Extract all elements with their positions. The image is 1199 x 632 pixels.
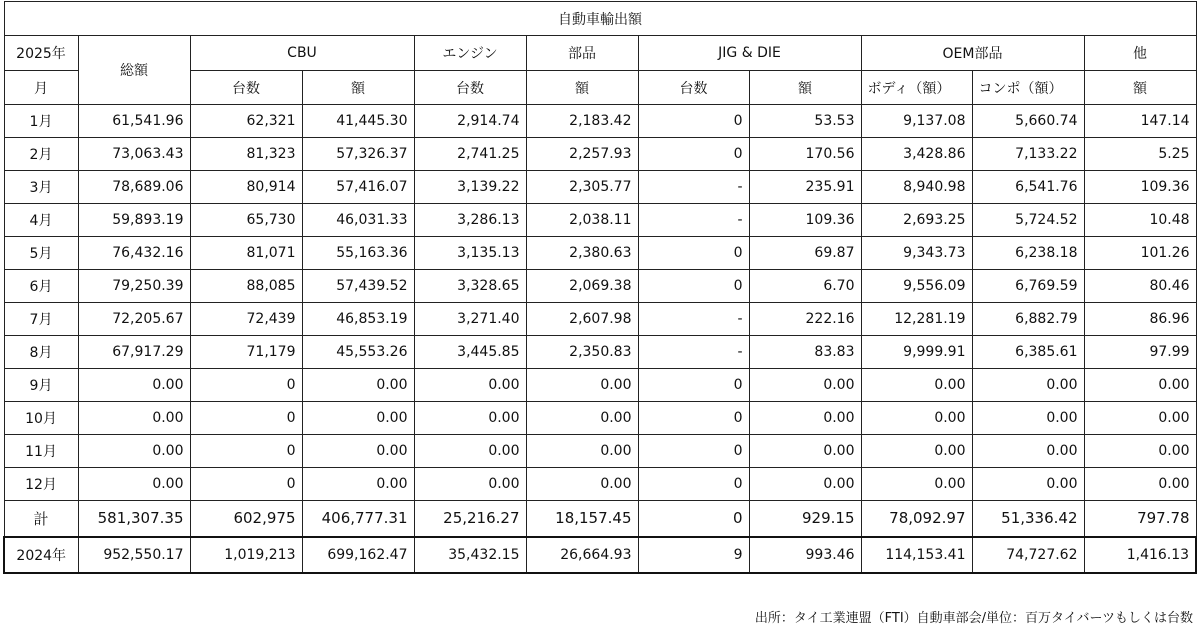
total-cell: 78,092.97: [861, 501, 972, 537]
value-cell: 0.00: [972, 468, 1084, 501]
value-cell: 3,328.65: [414, 270, 526, 303]
value-cell: 0.00: [302, 369, 414, 402]
value-cell: 235.91: [749, 171, 861, 204]
value-cell: 0.00: [526, 369, 638, 402]
value-cell: 0: [190, 468, 302, 501]
value-cell: 62,321: [190, 105, 302, 138]
month-cell: 4月: [4, 204, 78, 237]
value-cell: 65,730: [190, 204, 302, 237]
value-cell: 0.00: [78, 402, 190, 435]
value-cell: 6,541.76: [972, 171, 1084, 204]
value-cell: 57,439.52: [302, 270, 414, 303]
value-cell: 2,257.93: [526, 138, 638, 171]
prev-year-cell: 1,416.13: [1084, 537, 1196, 573]
month-cell: 12月: [4, 468, 78, 501]
prev-year-row: [4, 537, 1196, 573]
value-cell: 2,350.83: [526, 336, 638, 369]
value-cell: 78,689.06: [78, 171, 190, 204]
header-engine: エンジン: [414, 36, 526, 71]
table-row: [4, 204, 1196, 237]
subheader-engine-units: 台数: [414, 71, 526, 105]
value-cell: 69.87: [749, 237, 861, 270]
value-cell: 6,769.59: [972, 270, 1084, 303]
value-cell: 0: [190, 435, 302, 468]
header-parts: 部品: [526, 36, 638, 71]
value-cell: 3,445.85: [414, 336, 526, 369]
value-cell: 81,323: [190, 138, 302, 171]
prev-year-cell: 74,727.62: [972, 537, 1084, 573]
table-row: [4, 303, 1196, 336]
total-cell: 581,307.35: [78, 501, 190, 537]
table-row: [4, 138, 1196, 171]
subheader-oem-body: ボディ（額）: [861, 71, 972, 105]
month-label: 月: [4, 71, 78, 105]
value-cell: 2,693.25: [861, 204, 972, 237]
year-label: 2025年: [4, 36, 78, 71]
subheader-cbu-units: 台数: [190, 71, 302, 105]
table-row: [4, 369, 1196, 402]
value-cell: 59,893.19: [78, 204, 190, 237]
value-cell: 7,133.22: [972, 138, 1084, 171]
value-cell: 0: [190, 402, 302, 435]
value-cell: 72,205.67: [78, 303, 190, 336]
header-oem-parts: OEM部品: [861, 36, 1084, 71]
value-cell: 0.00: [861, 402, 972, 435]
title-row: [4, 2, 1196, 36]
prev-year-cell: 35,432.15: [414, 537, 526, 573]
value-cell: -: [638, 171, 749, 204]
subheader-other-amount: 額: [1084, 71, 1196, 105]
value-cell: 0.00: [1084, 369, 1196, 402]
value-cell: 3,271.40: [414, 303, 526, 336]
value-cell: 5,724.52: [972, 204, 1084, 237]
value-cell: 0.00: [78, 468, 190, 501]
value-cell: 0.00: [1084, 435, 1196, 468]
month-cell: 1月: [4, 105, 78, 138]
value-cell: 0: [638, 237, 749, 270]
value-cell: 0.00: [302, 402, 414, 435]
total-cell: 406,777.31: [302, 501, 414, 537]
value-cell: 80.46: [1084, 270, 1196, 303]
value-cell: 0.00: [1084, 468, 1196, 501]
value-cell: 46,031.33: [302, 204, 414, 237]
value-cell: 0.00: [526, 435, 638, 468]
subheader-oem-component: コンポ（額）: [972, 71, 1084, 105]
value-cell: 0.00: [414, 402, 526, 435]
month-cell: 3月: [4, 171, 78, 204]
value-cell: 2,607.98: [526, 303, 638, 336]
value-cell: 9,137.08: [861, 105, 972, 138]
value-cell: 61,541.96: [78, 105, 190, 138]
value-cell: 2,069.38: [526, 270, 638, 303]
source-note: 出所：タイ工業連盟（FTI）自動車部会/単位：百万タイバーツもしくは台数: [754, 611, 1193, 626]
value-cell: 2,741.25: [414, 138, 526, 171]
month-cell: 6月: [4, 270, 78, 303]
table-row: [4, 171, 1196, 204]
table-row: [4, 270, 1196, 303]
value-cell: 0.00: [972, 435, 1084, 468]
value-cell: 2,380.63: [526, 237, 638, 270]
value-cell: 9,999.91: [861, 336, 972, 369]
value-cell: 0.00: [526, 402, 638, 435]
value-cell: 67,917.29: [78, 336, 190, 369]
value-cell: 79,250.39: [78, 270, 190, 303]
value-cell: 41,445.30: [302, 105, 414, 138]
value-cell: 0.00: [302, 435, 414, 468]
value-cell: 8,940.98: [861, 171, 972, 204]
total-cell: 797.78: [1084, 501, 1196, 537]
value-cell: 0: [638, 369, 749, 402]
value-cell: 97.99: [1084, 336, 1196, 369]
value-cell: 76,432.16: [78, 237, 190, 270]
value-cell: 46,853.19: [302, 303, 414, 336]
header-other: 他: [1084, 36, 1196, 71]
prev-year-cell: 993.46: [749, 537, 861, 573]
value-cell: 0.00: [861, 369, 972, 402]
table-row: [4, 402, 1196, 435]
value-cell: 0: [638, 138, 749, 171]
total-cell: 18,157.45: [526, 501, 638, 537]
value-cell: 3,139.22: [414, 171, 526, 204]
table-row: [4, 105, 1196, 138]
value-cell: 3,428.86: [861, 138, 972, 171]
prev-year-cell: 952,550.17: [78, 537, 190, 573]
header-cbu: CBU: [190, 36, 414, 71]
value-cell: 0.00: [749, 402, 861, 435]
month-cell: 5月: [4, 237, 78, 270]
value-cell: 55,163.36: [302, 237, 414, 270]
value-cell: 0: [638, 402, 749, 435]
month-cell: 7月: [4, 303, 78, 336]
total-cell: 602,975: [190, 501, 302, 537]
prev-year-label: 2024年: [4, 537, 78, 573]
value-cell: 0.00: [526, 468, 638, 501]
value-cell: 0.00: [78, 369, 190, 402]
prev-year-cell: 26,664.93: [526, 537, 638, 573]
total-cell: 51,336.42: [972, 501, 1084, 537]
value-cell: 73,063.43: [78, 138, 190, 171]
value-cell: 45,553.26: [302, 336, 414, 369]
value-cell: 0.00: [302, 468, 414, 501]
value-cell: 6.70: [749, 270, 861, 303]
value-cell: 0.00: [749, 369, 861, 402]
value-cell: 72,439: [190, 303, 302, 336]
prev-year-cell: 1,019,213: [190, 537, 302, 573]
value-cell: 86.96: [1084, 303, 1196, 336]
export-table: [3, 1, 1197, 574]
value-cell: 170.56: [749, 138, 861, 171]
value-cell: 88,085: [190, 270, 302, 303]
value-cell: 57,416.07: [302, 171, 414, 204]
value-cell: -: [638, 204, 749, 237]
value-cell: 0.00: [414, 435, 526, 468]
subheader-jig-units: 台数: [638, 71, 749, 105]
table-title: 自動車輸出額: [4, 2, 1196, 36]
prev-year-cell: 114,153.41: [861, 537, 972, 573]
value-cell: 0.00: [861, 468, 972, 501]
value-cell: 5.25: [1084, 138, 1196, 171]
prev-year-cell: 9: [638, 537, 749, 573]
header-total: 総額: [78, 36, 190, 105]
value-cell: -: [638, 303, 749, 336]
value-cell: 12,281.19: [861, 303, 972, 336]
value-cell: 3,135.13: [414, 237, 526, 270]
month-cell: 8月: [4, 336, 78, 369]
data-body: [4, 105, 1196, 501]
month-cell: 2月: [4, 138, 78, 171]
prev-year-cell: 699,162.47: [302, 537, 414, 573]
header-row-1: [4, 36, 1196, 71]
value-cell: 0: [190, 369, 302, 402]
value-cell: 10.48: [1084, 204, 1196, 237]
value-cell: 109.36: [1084, 171, 1196, 204]
value-cell: 53.53: [749, 105, 861, 138]
table-row: [4, 435, 1196, 468]
subheader-cbu-amount: 額: [302, 71, 414, 105]
table-row: [4, 468, 1196, 501]
value-cell: 0.00: [1084, 402, 1196, 435]
month-cell: 9月: [4, 369, 78, 402]
value-cell: 6,385.61: [972, 336, 1084, 369]
value-cell: 0.00: [414, 468, 526, 501]
value-cell: 0.00: [972, 369, 1084, 402]
subheader-jig-amount: 額: [749, 71, 861, 105]
value-cell: 57,326.37: [302, 138, 414, 171]
value-cell: 0.00: [414, 369, 526, 402]
total-cell: 0: [638, 501, 749, 537]
value-cell: 71,179: [190, 336, 302, 369]
value-cell: 2,305.77: [526, 171, 638, 204]
value-cell: 83.83: [749, 336, 861, 369]
value-cell: 0: [638, 105, 749, 138]
value-cell: 0.00: [861, 435, 972, 468]
value-cell: 9,343.73: [861, 237, 972, 270]
value-cell: 81,071: [190, 237, 302, 270]
value-cell: 2,914.74: [414, 105, 526, 138]
value-cell: 0: [638, 435, 749, 468]
value-cell: 109.36: [749, 204, 861, 237]
value-cell: 0.00: [78, 435, 190, 468]
value-cell: 6,882.79: [972, 303, 1084, 336]
month-cell: 10月: [4, 402, 78, 435]
table-row: [4, 336, 1196, 369]
value-cell: 9,556.09: [861, 270, 972, 303]
value-cell: 5,660.74: [972, 105, 1084, 138]
subheader-parts-amount: 額: [526, 71, 638, 105]
value-cell: 2,183.42: [526, 105, 638, 138]
header-jig-die: JIG & DIE: [638, 36, 861, 71]
value-cell: 0: [638, 468, 749, 501]
value-cell: 6,238.18: [972, 237, 1084, 270]
value-cell: 147.14: [1084, 105, 1196, 138]
value-cell: 222.16: [749, 303, 861, 336]
month-cell: 11月: [4, 435, 78, 468]
total-cell: 929.15: [749, 501, 861, 537]
value-cell: 0: [638, 270, 749, 303]
total-cell: 25,216.27: [414, 501, 526, 537]
value-cell: 80,914: [190, 171, 302, 204]
table-row: [4, 237, 1196, 270]
value-cell: 0.00: [749, 435, 861, 468]
total-label: 計: [4, 501, 78, 537]
value-cell: 101.26: [1084, 237, 1196, 270]
value-cell: -: [638, 336, 749, 369]
value-cell: 0.00: [972, 402, 1084, 435]
value-cell: 0.00: [749, 468, 861, 501]
value-cell: 2,038.11: [526, 204, 638, 237]
value-cell: 3,286.13: [414, 204, 526, 237]
total-row: [4, 501, 1196, 537]
